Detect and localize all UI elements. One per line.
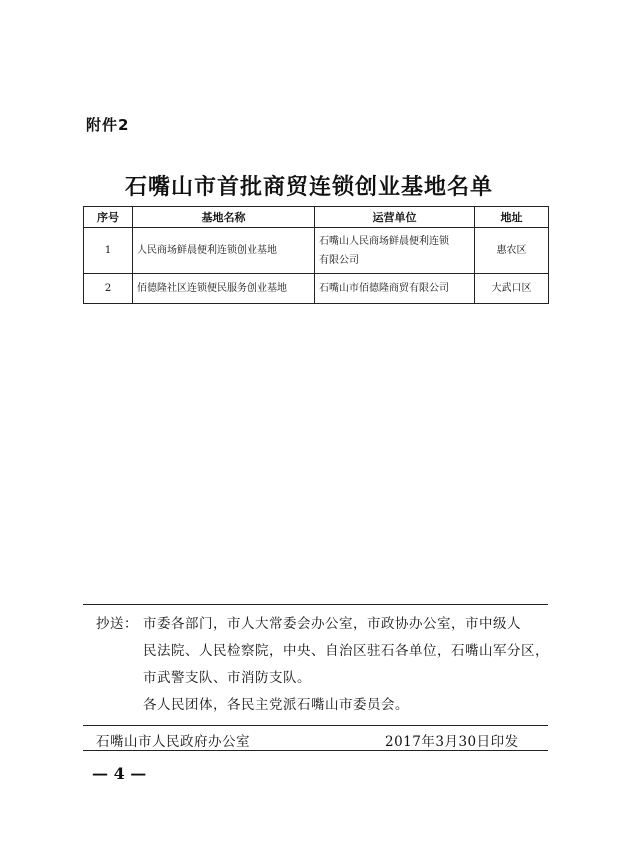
table-header-row	[84, 207, 549, 228]
cc-line	[96, 611, 550, 638]
cell-base-name: 人民商场鲜晨便利连锁创业基地	[133, 228, 315, 274]
cell-no: 1	[84, 228, 133, 274]
cell-operator	[315, 274, 475, 304]
attachment-label: 附件2	[86, 116, 130, 134]
header-address: 地址	[475, 207, 549, 228]
cell-no: 2	[84, 274, 133, 304]
cell-address: 大武口区	[475, 274, 549, 304]
bases-table	[83, 206, 549, 304]
cc-label: 抄送：	[96, 616, 138, 632]
operator-line: 有限公司	[319, 254, 359, 266]
operator-line: 石嘴山人民商场鲜晨便利连锁	[319, 235, 449, 247]
cc-block	[96, 611, 550, 719]
cc-text: 市委各部门，市人大常委会办公室，市政协办公室，市中级人	[143, 616, 521, 632]
cell-address: 惠农区	[475, 228, 549, 274]
table-row	[84, 274, 549, 304]
footer-top-rule	[83, 725, 548, 726]
cc-line: 市武警支队、市消防支队。	[143, 670, 311, 686]
cc-line: 民法院、人民检察院，中央、自治区驻石各单位，石嘴山军分区，	[143, 643, 549, 659]
page-number: — 4 —	[92, 764, 147, 783]
cell-operator	[315, 228, 475, 274]
header-operator: 运营单位	[315, 207, 475, 228]
table-row	[84, 228, 549, 274]
cc-top-rule	[83, 604, 548, 605]
cc-line: 各人民团体，各民主党派石嘴山市委员会。	[143, 697, 409, 713]
issue-date: 2017年3月30日印发	[385, 734, 519, 750]
cell-base-name: 佰德隆社区连锁便民服务创业基地	[133, 274, 315, 304]
header-no: 序号	[84, 207, 133, 228]
footer-bottom-rule	[83, 750, 548, 751]
header-base-name: 基地名称	[133, 207, 315, 228]
document-title: 石嘴山市首批商贸连锁创业基地名单	[124, 174, 493, 200]
operator-line: 石嘴山市佰德隆商贸有限公司	[319, 283, 449, 294]
issuer: 石嘴山市人民政府办公室	[96, 734, 250, 750]
